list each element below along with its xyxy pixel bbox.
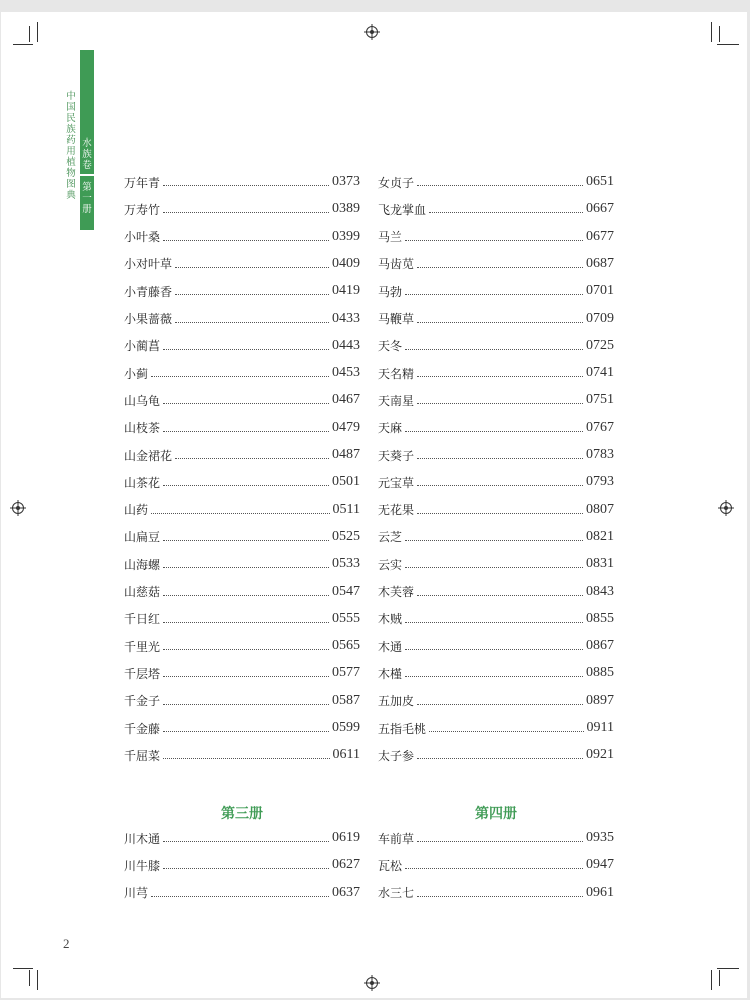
- toc-entry: [124, 745, 360, 765]
- toc-leader-dots: [163, 675, 329, 677]
- toc-entry-name: 小青藤香: [124, 284, 173, 299]
- toc-leader-dots: [163, 348, 329, 350]
- toc-leader-dots: [417, 703, 583, 705]
- toc-entry-page: 0821: [586, 528, 614, 544]
- toc-entry-name: 山慈菇: [124, 585, 161, 599]
- toc-entry-name: 千屈菜: [124, 748, 161, 763]
- toc-entry-page: 0751: [586, 392, 614, 408]
- toc-leader-dots: [151, 895, 329, 897]
- toc-entry-page: 0961: [586, 884, 614, 900]
- toc-leader-dots: [175, 293, 329, 295]
- toc-leader-dots: [163, 402, 329, 404]
- toc-entry: [124, 445, 360, 465]
- volume-three-heading: 第三册: [221, 806, 263, 822]
- toc-entry-page: 0389: [332, 201, 360, 217]
- toc-entry-page: 0487: [332, 447, 360, 462]
- toc-leader-dots: [405, 566, 583, 568]
- crop-mark-top-right: [711, 22, 712, 42]
- volume-tab-divider: [80, 174, 94, 176]
- toc-entry-page: 0577: [332, 665, 360, 681]
- toc-entry-name: 五加皮: [378, 694, 415, 709]
- toc-leader-dots: [417, 184, 583, 186]
- toc-entry-page: 0433: [332, 310, 360, 326]
- toc-leader-dots: [151, 375, 329, 377]
- toc-entry: [378, 199, 614, 219]
- toc-entry: [124, 609, 360, 629]
- toc-leader-dots: [405, 430, 583, 432]
- toc-leader-dots: [429, 730, 584, 732]
- toc-entry: [124, 199, 360, 219]
- toc-entry-page: 0587: [332, 692, 360, 708]
- toc-entry-page: 0667: [586, 201, 614, 217]
- toc-entry-page: 0793: [586, 474, 614, 490]
- toc-leader-dots: [417, 594, 583, 596]
- volume-four-heading: 第四册: [475, 806, 517, 822]
- toc-entry-name: 万寿竹: [124, 202, 161, 217]
- toc-entry-name: 万年青: [124, 175, 161, 190]
- toc-leader-dots: [417, 484, 583, 486]
- toc-entry-page: 0935: [586, 830, 614, 845]
- toc-entry: [378, 883, 614, 903]
- toc-leader-dots: [405, 867, 583, 869]
- toc-entry-page: 0783: [586, 447, 614, 462]
- toc-entry-page: 0677: [586, 228, 614, 244]
- document-page: [1, 12, 747, 998]
- toc-entry: [124, 227, 360, 247]
- crop-mark-top-right: [719, 26, 720, 42]
- toc-leader-dots: [163, 703, 329, 705]
- toc-entry-name: 山扁豆: [124, 530, 161, 545]
- toc-entry-name: 马齿苋: [378, 257, 415, 272]
- toc-entry-name: 木贼: [378, 612, 403, 627]
- toc-leader-dots: [417, 757, 583, 759]
- crop-mark-bottom-right: [719, 970, 720, 986]
- toc-leader-dots: [405, 675, 583, 677]
- toc-entry-name: 千日红: [124, 612, 161, 627]
- toc-entry: [124, 418, 360, 438]
- toc-leader-dots: [163, 648, 329, 650]
- toc-entry: [124, 281, 360, 301]
- toc-entry-page: 0947: [586, 857, 614, 873]
- toc-entry-name: 小果蔷薇: [124, 312, 173, 326]
- toc-entry-name: 天葵子: [378, 448, 415, 463]
- toc-entry-page: 0741: [586, 365, 614, 381]
- toc-entry: [378, 855, 614, 875]
- toc-entry-page: 0701: [586, 283, 614, 299]
- toc-leader-dots: [163, 621, 329, 623]
- toc-entry-page: 0687: [586, 255, 614, 271]
- toc-entry: [378, 691, 614, 711]
- toc-entry-page: 0511: [332, 501, 360, 517]
- toc-entry-page: 0409: [332, 255, 360, 271]
- toc-entry-name: 瓦松: [378, 858, 403, 873]
- toc-entry: [378, 281, 614, 301]
- toc-leader-dots: [417, 266, 583, 268]
- toc-leader-dots: [405, 293, 583, 295]
- toc-leader-dots: [163, 867, 329, 869]
- toc-entry-page: 0611: [332, 747, 360, 763]
- toc-leader-dots: [163, 566, 329, 568]
- toc-entry-name: 女贞子: [378, 175, 415, 190]
- toc-entry-page: 0453: [332, 365, 360, 381]
- toc-entry-page: 0807: [586, 501, 614, 517]
- toc-leader-dots: [417, 321, 583, 323]
- toc-leader-dots: [163, 757, 330, 759]
- registration-mark-left: [12, 502, 24, 514]
- toc-leader-dots: [417, 512, 583, 514]
- toc-entry-page: 0767: [586, 419, 614, 435]
- toc-leader-dots: [163, 730, 329, 732]
- toc-entry-name: 木通: [378, 639, 403, 654]
- toc-entry-name: 山海螺: [124, 557, 161, 572]
- toc-entry-page: 0419: [332, 283, 360, 299]
- toc-leader-dots: [151, 512, 330, 514]
- toc-entry: [124, 828, 360, 848]
- toc-entry: [378, 828, 614, 848]
- toc-entry-name: 马勃: [378, 284, 403, 299]
- toc-entry-name: 天麻: [378, 421, 403, 436]
- toc-entry: [378, 472, 614, 492]
- volume-tab: [80, 50, 94, 230]
- toc-leader-dots: [163, 184, 329, 186]
- toc-entry-page: 0619: [332, 830, 360, 845]
- toc-entry: [378, 527, 614, 547]
- series-title: 中国民族药用植物图典: [66, 91, 76, 201]
- toc-entry-page: 0843: [586, 583, 614, 599]
- toc-entry-name: 小蓟: [124, 366, 149, 381]
- toc-leader-dots: [175, 457, 329, 459]
- toc-entry: [124, 500, 360, 520]
- toc-leader-dots: [405, 648, 583, 650]
- toc-entry-name: 山茶花: [124, 475, 161, 490]
- toc-entry: [378, 745, 614, 765]
- toc-entry: [124, 855, 360, 875]
- toc-entry: [378, 500, 614, 520]
- toc-entry-page: 0399: [332, 228, 360, 244]
- toc-leader-dots: [175, 321, 329, 323]
- toc-entry-name: 小对叶草: [124, 257, 173, 272]
- toc-entry-page: 0599: [332, 720, 360, 735]
- crop-mark-bottom-right: [717, 968, 739, 969]
- toc-entry-page: 0867: [586, 638, 614, 654]
- toc-entry-page: 0479: [332, 419, 360, 435]
- toc-entry-page: 0897: [586, 692, 614, 708]
- toc-entry: [378, 227, 614, 247]
- toc-entry: [378, 390, 614, 410]
- toc-entry-page: 0565: [332, 638, 360, 654]
- toc-entry-page: 0533: [332, 556, 360, 572]
- volume-part: 第一册: [82, 182, 92, 215]
- toc-entry-name: 太子参: [378, 748, 415, 763]
- toc-entry: [378, 663, 614, 683]
- toc-entry: [124, 363, 360, 383]
- toc-entry-page: 0373: [332, 174, 360, 189]
- toc-entry: [378, 636, 614, 656]
- toc-entry: [124, 172, 360, 192]
- crop-mark-bottom-left: [37, 970, 38, 990]
- toc-entry: [124, 883, 360, 903]
- toc-entry: [378, 445, 614, 465]
- toc-leader-dots: [417, 840, 583, 842]
- toc-entry: [378, 418, 614, 438]
- page-number: 2: [63, 936, 70, 951]
- crop-mark-bottom-left: [13, 968, 33, 969]
- toc-entry-name: 五指毛桃: [378, 721, 427, 736]
- crop-mark-bottom-right: [711, 970, 712, 990]
- toc-entry: [124, 582, 360, 602]
- toc-leader-dots: [417, 457, 583, 459]
- toc-entry: [378, 336, 614, 356]
- toc-entry-page: 0855: [586, 610, 614, 626]
- toc-entry: [124, 527, 360, 547]
- toc-entry-page: 0921: [586, 747, 614, 763]
- toc-entry-name: 山金裙花: [124, 448, 173, 463]
- toc-entry: [124, 718, 360, 738]
- toc-entry-page: 0443: [332, 337, 360, 353]
- toc-entry-name: 天南星: [378, 393, 415, 408]
- crop-mark-bottom-left: [29, 970, 30, 986]
- toc-entry-name: 元宝草: [378, 475, 415, 490]
- toc-entry-name: 云芝: [378, 530, 403, 545]
- toc-leader-dots: [163, 484, 329, 486]
- toc-leader-dots: [163, 539, 329, 541]
- toc-entry-page: 0651: [586, 174, 614, 189]
- toc-entry-page: 0885: [586, 665, 614, 681]
- toc-entry-page: 0555: [332, 610, 360, 626]
- toc-entry-name: 天名精: [378, 366, 415, 381]
- toc-leader-dots: [405, 539, 583, 541]
- toc-entry-name: 马鞭草: [378, 312, 415, 326]
- toc-entry-name: 山药: [124, 503, 149, 518]
- crop-mark-top-left: [37, 22, 38, 42]
- toc-entry-name: 小蔺菖: [124, 339, 161, 354]
- toc-leader-dots: [163, 840, 329, 842]
- toc-entry-name: 车前草: [378, 831, 415, 846]
- toc-entry-name: 千层塔: [124, 666, 161, 681]
- toc-entry-page: 0911: [586, 720, 614, 735]
- toc-leader-dots: [417, 895, 583, 897]
- toc-entry-name: 马兰: [378, 230, 403, 245]
- toc-entry-name: 飞龙掌血: [378, 202, 427, 217]
- toc-entry-name: 小叶桑: [124, 230, 161, 245]
- toc-entry: [378, 363, 614, 383]
- toc-entry: [378, 254, 614, 274]
- toc-leader-dots: [417, 375, 583, 377]
- toc-entry-name: 天冬: [378, 339, 403, 354]
- registration-mark-bottom: [366, 977, 378, 989]
- toc-leader-dots: [163, 594, 329, 596]
- toc-entry-name: 川芎: [124, 886, 149, 901]
- toc-leader-dots: [163, 430, 329, 432]
- registration-mark-top: [366, 26, 378, 38]
- toc-entry-name: 木槿: [378, 666, 403, 681]
- registration-mark-right: [720, 502, 732, 514]
- toc-entry-name: 云实: [378, 557, 403, 572]
- toc-entry: [378, 582, 614, 602]
- toc-entry-name: 川牛膝: [124, 858, 161, 873]
- toc-entry-page: 0467: [332, 392, 360, 408]
- toc-entry-name: 无花果: [378, 503, 415, 518]
- toc-entry: [124, 309, 360, 329]
- volume-name: 水族卷: [82, 138, 92, 171]
- toc-leader-dots: [429, 211, 583, 213]
- toc-entry-name: 千里光: [124, 639, 161, 654]
- toc-leader-dots: [405, 348, 583, 350]
- toc-entry-name: 千金子: [124, 694, 161, 709]
- toc-entry-name: 山乌龟: [124, 393, 161, 408]
- toc-leader-dots: [405, 239, 583, 241]
- toc-entry: [124, 554, 360, 574]
- toc-entry-name: 水三七: [378, 886, 415, 901]
- toc-entry-page: 0525: [332, 528, 360, 544]
- toc-entry-name: 木芙蓉: [378, 585, 415, 599]
- toc-entry: [378, 609, 614, 629]
- toc-entry-page: 0637: [332, 884, 360, 900]
- toc-leader-dots: [163, 239, 329, 241]
- toc-entry: [124, 636, 360, 656]
- toc-leader-dots: [175, 266, 329, 268]
- toc-entry: [124, 472, 360, 492]
- toc-entry: [124, 691, 360, 711]
- toc-entry-page: 0501: [332, 474, 360, 490]
- crop-mark-top-left: [29, 26, 30, 42]
- toc-leader-dots: [405, 621, 583, 623]
- toc-entry-name: 千金藤: [124, 721, 161, 736]
- toc-entry: [124, 254, 360, 274]
- toc-entry: [378, 309, 614, 329]
- toc-entry: [378, 172, 614, 192]
- toc-entry-page: 0547: [332, 583, 360, 599]
- toc-entry-page: 0627: [332, 857, 360, 873]
- toc-entry: [378, 554, 614, 574]
- toc-entry-page: 0831: [586, 556, 614, 572]
- toc-entry-page: 0709: [586, 310, 614, 326]
- toc-entry: [124, 336, 360, 356]
- toc-entry: [124, 663, 360, 683]
- toc-entry: [378, 718, 614, 738]
- toc-entry-name: 川木通: [124, 831, 161, 846]
- crop-mark-top-right: [717, 44, 739, 45]
- toc-entry-name: 山枝茶: [124, 421, 161, 436]
- toc-leader-dots: [417, 402, 583, 404]
- toc-leader-dots: [163, 211, 329, 213]
- crop-mark-top-left: [13, 44, 33, 45]
- toc-entry-page: 0725: [586, 337, 614, 353]
- toc-entry: [124, 390, 360, 410]
